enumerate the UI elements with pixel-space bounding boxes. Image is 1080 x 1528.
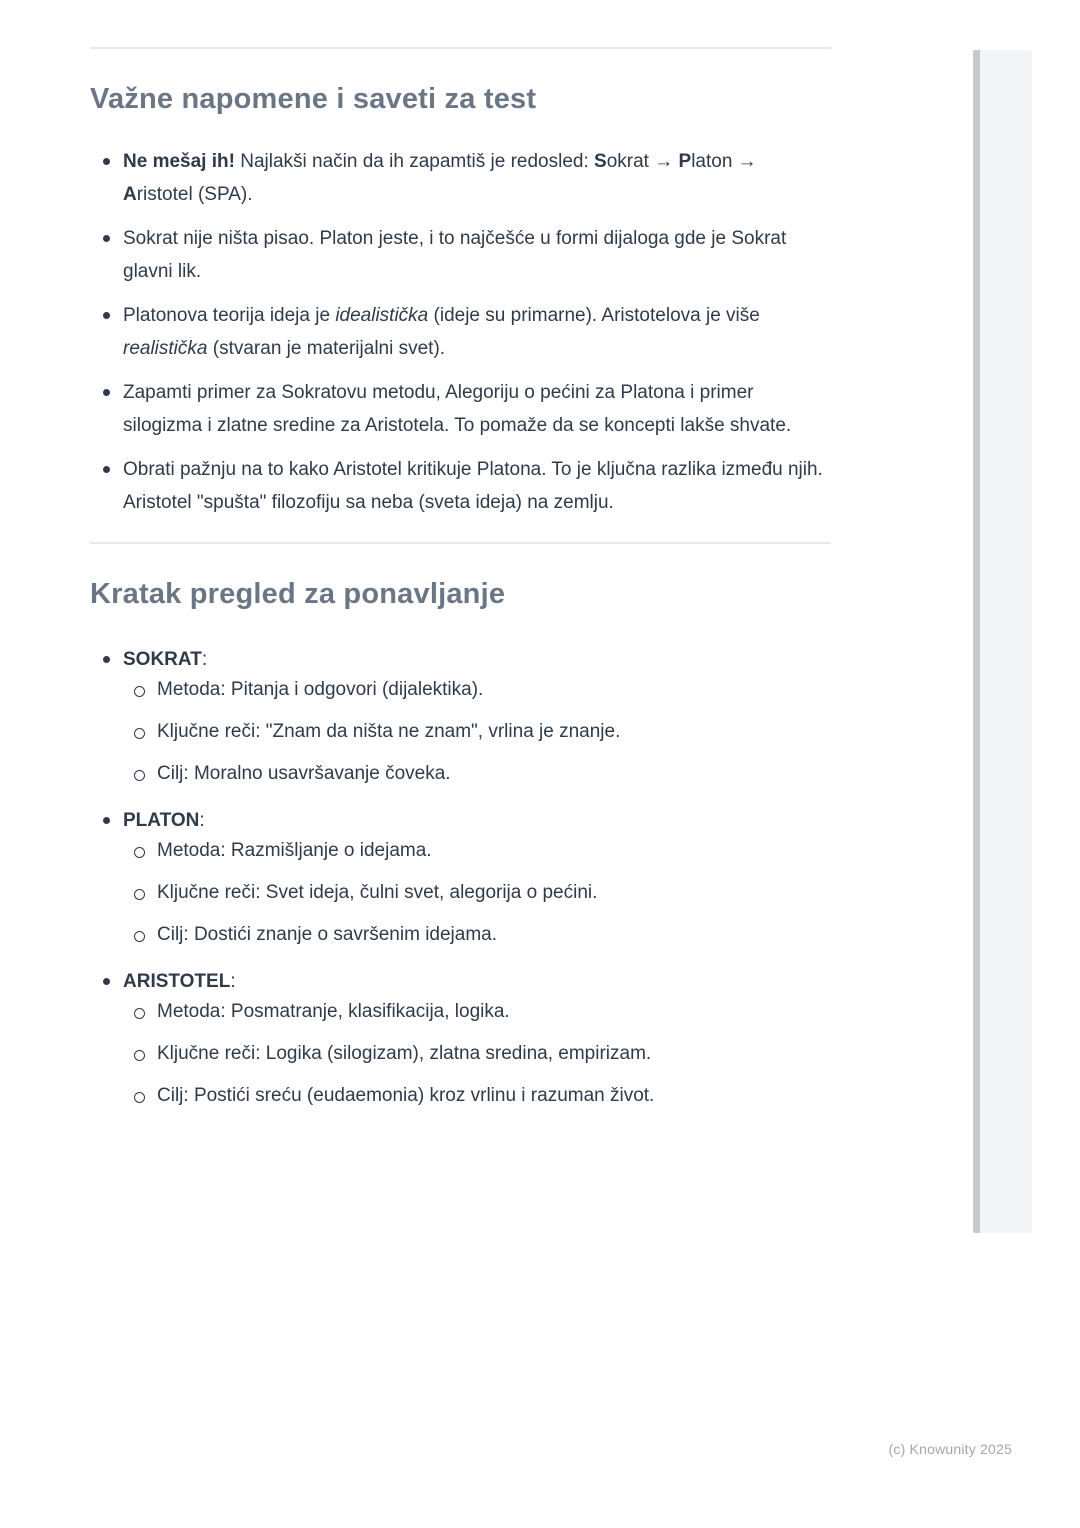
text-segment: ristotel (SPA).: [136, 184, 253, 205]
text-segment: Platonova teorija ideja je: [123, 305, 336, 326]
review-sub-item: Metoda: Pitanja i odgovori (dijalektika).: [123, 676, 831, 704]
note-bullet-item: [90, 453, 831, 519]
text-segment: (stvaran je materijalni svet).: [207, 338, 446, 359]
note-bullet-item: [90, 145, 831, 211]
text-segment: Ne mešaj ih!: [123, 151, 235, 172]
review-group-aristotel: [90, 965, 831, 1110]
text-segment: Sokrat nije ništa pisao. Platon jeste, i to najčešće u formi dijaloga gde je Sokrat glavni lik.: [123, 228, 787, 282]
group-label-colon: :: [201, 649, 208, 670]
review-sub-item: Cilj: Dostići znanje o savršenim idejama.: [123, 921, 831, 949]
text-segment: Zapamti primer za Sokratovu metodu, Alegoriju o pećini za Platona i primer silogizma i zlatne sredine za Aristotela. To pomaže da se koncepti lakše shvate.: [123, 382, 792, 436]
note-bullet-item: [90, 299, 831, 365]
text-segment: okrat →: [606, 151, 679, 172]
note-bullet-item: [90, 222, 831, 288]
group-label: ARISTOTEL: [123, 971, 231, 992]
review-sub-list: [123, 998, 831, 1110]
text-segment: laton →: [691, 151, 757, 172]
notes-list: [90, 145, 831, 519]
review-group-platon: [90, 804, 831, 949]
review-sub-item: Metoda: Posmatranje, klasifikacija, logika.: [123, 998, 831, 1026]
text-segment: P: [678, 151, 692, 172]
text-segment: A: [123, 184, 137, 205]
text-segment: Najlakši način da ih zapamtiš je redosled:: [234, 151, 595, 172]
group-label: PLATON: [123, 810, 200, 831]
text-segment: (ideje su primarne). Aristotelova je više: [428, 305, 760, 326]
review-sub-item: Ključne reči: Logika (silogizam), zlatna sredina, empirizam.: [123, 1040, 831, 1068]
section-title-review: Kratak pregled za ponavljanje: [90, 578, 506, 610]
text-segment: idealistička: [335, 305, 429, 326]
review-sub-list: [123, 837, 831, 949]
section-divider-middle: [90, 542, 831, 544]
note-bullet-item: [90, 376, 831, 442]
review-sub-item: Ključne reči: "Znam da ništa ne znam", vrlina je znanje.: [123, 718, 831, 746]
section-divider-top: [90, 47, 831, 49]
review-sub-item: Ključne reči: Svet ideja, čulni svet, alegorija o pećini.: [123, 879, 831, 907]
review-group-sokrat: [90, 643, 831, 788]
review-sub-item: Metoda: Razmišljanje o idejama.: [123, 837, 831, 865]
group-label-colon: :: [199, 810, 205, 831]
text-segment: Obrati pažnju na to kako Aristotel kritikuje Platona. To je ključna razlika između njih. Aristotel "spušta" filozofiju sa neba (sveta ideja) na zemlju.: [123, 459, 823, 513]
review-sub-item: Cilj: Postići sreću (eudaemonia) kroz vrlinu i razuman život.: [123, 1082, 831, 1110]
scrollbar-rail: [973, 50, 1033, 1233]
text-segment: S: [594, 151, 607, 172]
text-segment: realistička: [123, 338, 208, 359]
document-content: [90, 0, 831, 1126]
group-label: SOKRAT: [123, 649, 202, 670]
group-label-colon: :: [230, 971, 236, 992]
review-sub-list: [123, 676, 831, 788]
scrollbar-thumb[interactable]: [973, 50, 980, 1233]
copyright-footer: (c) Knowunity 2025: [888, 1441, 1012, 1457]
page-edge-panel: [980, 50, 1032, 1233]
review-list: [90, 643, 831, 1110]
section-title-notes: Važne napomene i saveti za test: [90, 83, 537, 115]
review-sub-item: Cilj: Moralno usavršavanje čoveka.: [123, 760, 831, 788]
